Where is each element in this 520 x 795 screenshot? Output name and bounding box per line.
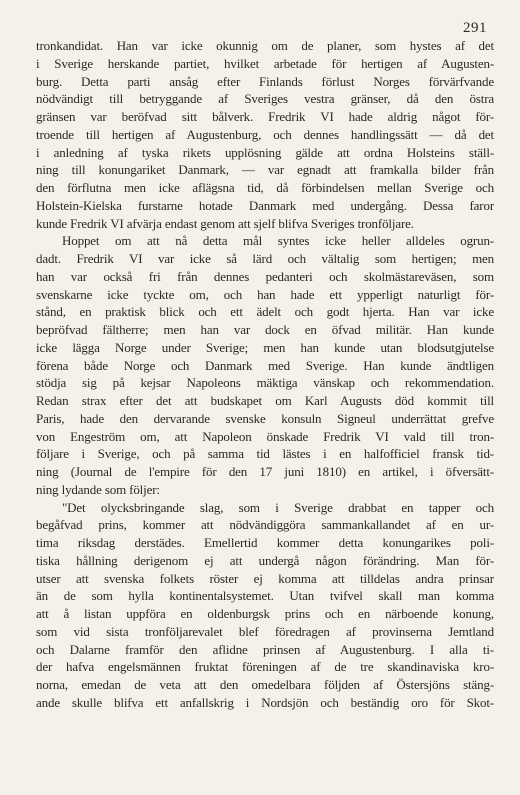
text-line: ande skulle blifva ett anfallskrig i Nordsjön och beständig oro för Skot- (36, 694, 494, 710)
text-line: den förflutna men icke aflägsna tid, då förbindelsen mellan Sverige och (36, 180, 494, 195)
text-line: nödvändigt till betryggande af Sveriges vestra gränser, då den östra (36, 91, 494, 107)
text-line: Redan strax efter det att budskapet om Karl Augusts död kommit till (36, 393, 494, 408)
text-line: dadt. Fredrik VI var icke så lärd och vältalig som hertigen; men (36, 251, 494, 266)
text-line: bepröfvad fältherre; men han var dock en öfvad militär. Han kunde (36, 322, 494, 337)
text-line: följare i Sverige, och på samma tid lästes i en halfofficiel fransk tid- (36, 446, 494, 462)
text-line: ning (Journal de l'empire för den 17 juni 1810) en artikel, i öfversätt- (36, 464, 494, 479)
text-line: tima riksdag derstädes. Emellertid kommer detta konungarikes poli- (36, 535, 494, 550)
text-line: "Det olycksbringande slag, som i Sverige drabbat en tapper och (62, 499, 494, 515)
text-line: som vid sista tronföljarevalet blef föredragen af provinserna Jemtland (36, 623, 494, 639)
text-line: gränsen var beröfvad sitt bålverk. Fredrik VI hade aldrig något för- (36, 109, 494, 124)
text-line: Paris, hade den dervarande svenske konsuln Signeul underrättat grefve (36, 410, 494, 426)
text-line: ning till konungariket Danmark, — var egnadt att framkalla bilder från (36, 162, 494, 178)
text-line: stånd, en praktisk blick och ett ädelt och godt hjerta. Han var icke (36, 304, 494, 320)
text-line: burg. Detta parti ansåg efter Finlands förlust Norges förvärfvande (36, 73, 494, 89)
text-line: han var också fri från dennes pedanteri och skolmästareväsen, som (36, 268, 494, 284)
text-line: tronkandidat. Han var icke okunnig om de planer, som hystes af det (36, 38, 494, 53)
text-line: Hoppet om att nå detta mål syntes icke heller alldeles ogrun- (62, 233, 494, 249)
text-line: och Dalarne framför den aflidne prinsen af Augustenburg. I alla ti- (36, 641, 494, 657)
page-number: 291 (463, 20, 487, 36)
text-line: i anledning af tyska rikets upplösning gälde att ordna Holsteins ställ- (36, 144, 494, 160)
text-line: Holstein-Kielska furstarne hotade Danmark med undergång. Dessa faror (36, 197, 494, 213)
text-line: förena både Norge och Danmark med Sverige. Han kunde ändtligen (36, 357, 494, 373)
text-line: än de som hylla kontinentalsystemet. Utan tvifvel skall man komma (36, 588, 494, 604)
text-line: i Sverige herskande partiet, hvilket arbetade för hertigen af Augusten- (36, 55, 494, 71)
text-line: der hafva engelsmännen fruktat föreningen af de tre skandinaviska kro- (36, 659, 494, 675)
text-line: norna, emedan de veta att den omedelbara följden af Östersjöns stäng- (36, 677, 494, 692)
text-line: troende till hertigen af Augustenburg, och dennes handlingssätt — då det (36, 126, 494, 142)
text-line: tiska hållning derigenom ej att undergå någon förändring. Man för- (36, 552, 494, 568)
text-line: svenskarne icke tyckte om, och han hade ett ypperligt naturligt för- (36, 286, 494, 302)
text-line: ning lydande som följer: (36, 481, 160, 497)
text-line: att å listan uppföra en oldenburgsk prins och en närboende konung, (36, 606, 494, 621)
text-line: von Engeström om, att Napoleon önskade Fredrik VI vald till tron- (36, 428, 494, 444)
text-line: icke lägga Norge under Sverige; men han kunde utan blodsutgjutelse (36, 339, 494, 355)
text-line: begåfvad prins, kommer att nödvändiggöra sammankallandet af en ur- (36, 517, 494, 533)
text-line: kunde Fredrik VI afvärja endast genom att sjelf blifva Sveriges tronföljare. (36, 215, 414, 231)
text-line: utser att svenska folkets röster ej komma att tilldelas andra prinsar (36, 570, 494, 586)
text-line: stödja sig på kejsar Napoleons mäktiga vänskap och rekommendation. (36, 375, 494, 391)
body-text (36, 37, 494, 712)
